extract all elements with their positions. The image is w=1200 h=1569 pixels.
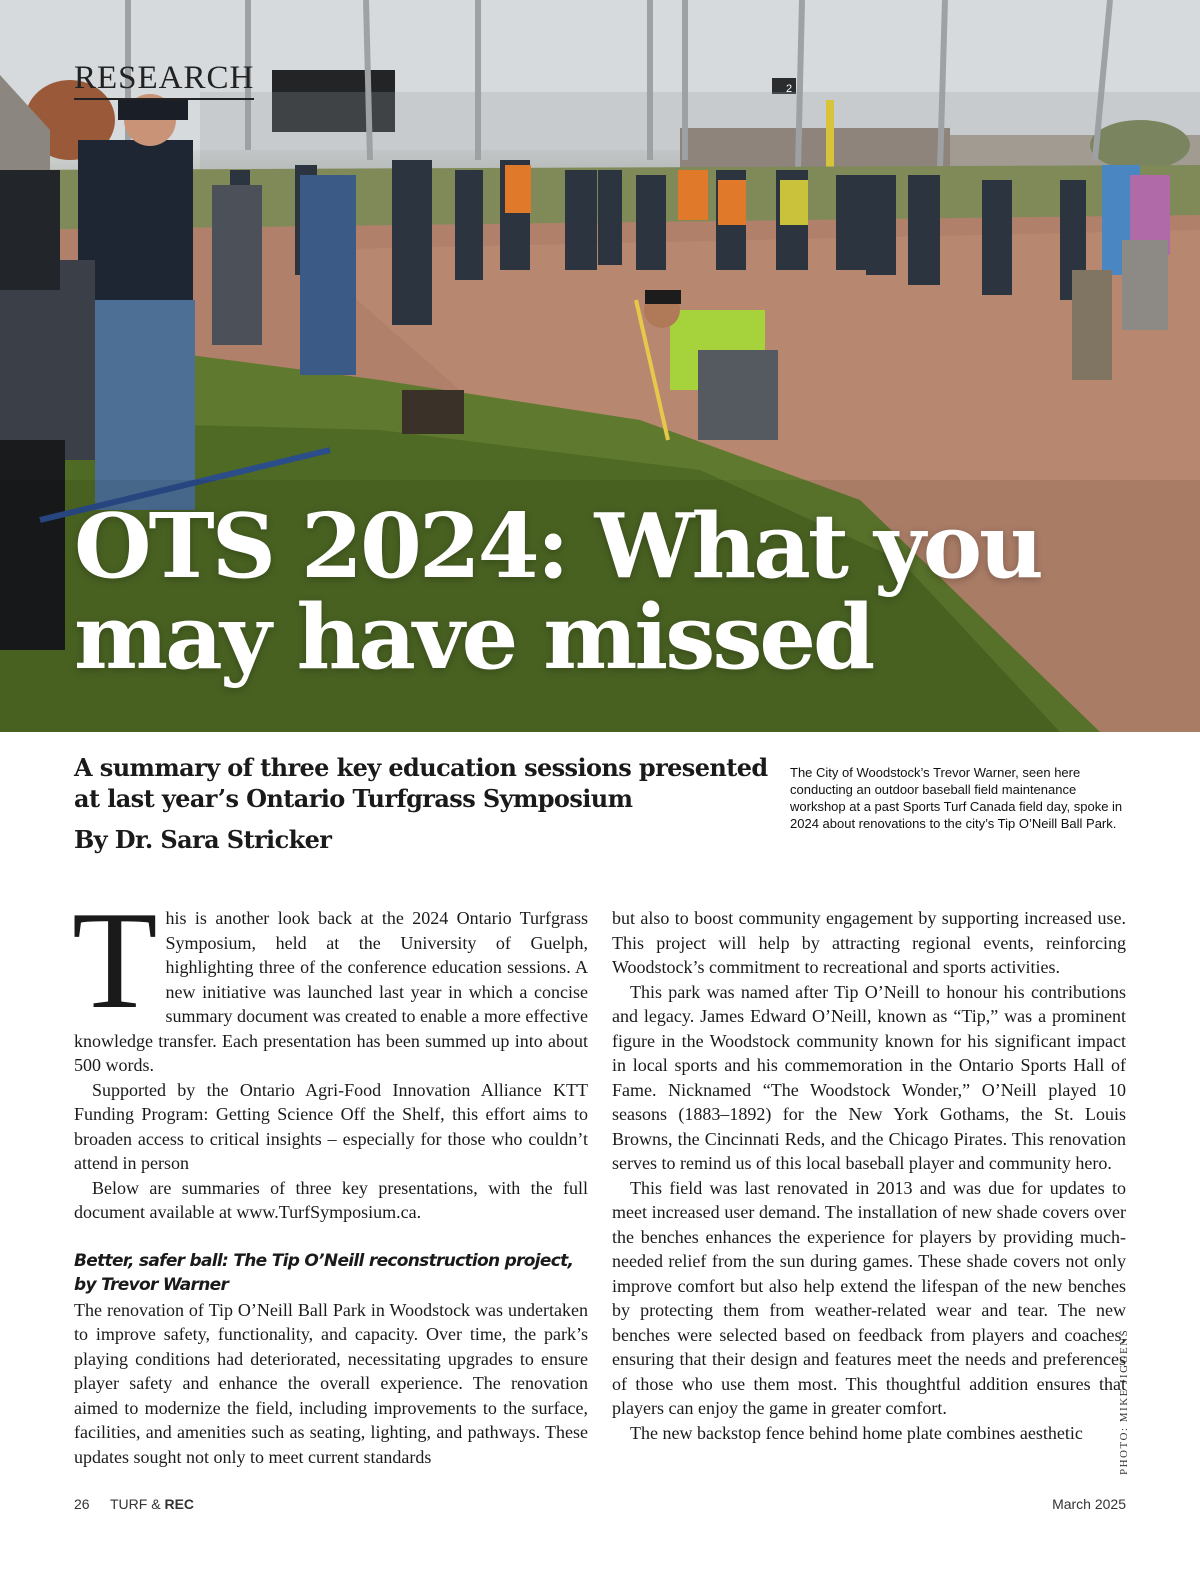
paragraph: Below are summaries of three key presentations, with the full document available at www.TurfSymposium.ca. bbox=[74, 1177, 588, 1222]
headline-line-2: may have missed bbox=[74, 584, 873, 689]
paragraph: but also to boost community engagement by supporting increased use. This project will help by attracting regional events, reinforcing Woodstock’s commitment to recreational and sports activities. bbox=[612, 908, 1126, 977]
section-subhead: Better, safer ball: The Tip O’Neill reconstruction project, by Trevor Warner bbox=[74, 1250, 574, 1295]
photo-credit: PHOTO: MIKE JIGGENS bbox=[1118, 1328, 1130, 1475]
issue-date: March 2025 bbox=[1052, 1496, 1126, 1512]
paragraph: Supported by the Ontario Agri-Food Innovation Alliance KTT Funding Program: Getting Science Off the Shelf, this effort aims to broaden access to critical insights – especially for those who couldn’t attend in person bbox=[74, 1079, 588, 1173]
section-label: RESEARCH bbox=[74, 60, 254, 100]
headline-line-1: OTS 2024: What you bbox=[74, 493, 1041, 598]
field-sign bbox=[772, 78, 796, 94]
magazine-name bbox=[110, 1496, 194, 1512]
page-number: 26 bbox=[74, 1496, 90, 1512]
byline: By Dr. Sara Stricker bbox=[74, 825, 332, 854]
paragraph: This park was named after Tip O’Neill to honour his contributions and legacy. James Edward O’Neill, known as “Tip,” was a prominent figure in the Woodstock community known for his significant impact in local sports and his commemoration in the Ontario Sports Hall of Fame. Nicknamed “The Woodstock Wonder,” O’Neill played 10 seasons (1883–1892) for the New York Gothams, the St. Louis Browns, the Cincinnati Reds, and the Chicago Pirates. This renovation serves to remind us of this local baseball player and community hero. bbox=[612, 981, 1126, 1173]
magazine-name-bold: REC bbox=[164, 1496, 195, 1512]
body-column-left bbox=[72, 883, 589, 1469]
magazine-name-prefix: TURF & bbox=[110, 1496, 161, 1512]
paragraph-text: his is another look back at the 2024 Ontario Turfgrass Symposium, held at the University of Guelph, highlighting three of the conference education sessions. A new initiative was launched last year in which a concise summary document was created to enable a more effective knowledge transfer. Each presentation has been summed up into about 500 words. bbox=[74, 908, 589, 1075]
drop-cap: T bbox=[72, 883, 158, 1038]
paragraph bbox=[72, 883, 589, 1078]
paragraph: The new backstop fence behind home plate combines aesthetic bbox=[630, 1422, 1083, 1443]
headline bbox=[74, 493, 1184, 689]
field-sign-number: 2 bbox=[786, 83, 793, 95]
body-column-right bbox=[612, 906, 1126, 1445]
photo-caption: The City of Woodstock’s Trevor Warner, seen here conducting an outdoor baseball field maintenance workshop at a past Sports Turf Canada field day, spoke in 2024 about renovations to the city’s Tip O’Neill Ball Park. bbox=[790, 765, 1123, 831]
hero-photo bbox=[0, 0, 1200, 732]
paragraph: The renovation of Tip O’Neill Ball Park in Woodstock was undertaken to improve safety, functionality, and capacity. Over time, the park’s playing conditions had deteriorated, necessitating upgrades to ensure player safety and enhance the overall experience. The renovation aimed to modernize the field, including improvements to the surface, facilities, and amenities such as seating, lighting, and pathways. These updates sought not only to meet current standards bbox=[74, 1299, 588, 1467]
deck: A summary of three key education sessions presented at last year’s Ontario Turfgrass Symposium bbox=[74, 753, 768, 813]
paragraph: This field was last renovated in 2013 and was due for updates to meet increased user demand. The installation of new shade covers over the benches enhances the experience for players by providing much-needed relief from the sun during games. These shade covers not only improve comfort but also help extend the lifespan of the new benches by protecting them from weather-related wear and tear. The new benches were selected based on feedback from players and coaches, ensuring that their design and features meet the needs and preferences of those who use them most. This thoughtful addition ensures that players can enjoy the game in greater comfort. bbox=[612, 1177, 1126, 1418]
